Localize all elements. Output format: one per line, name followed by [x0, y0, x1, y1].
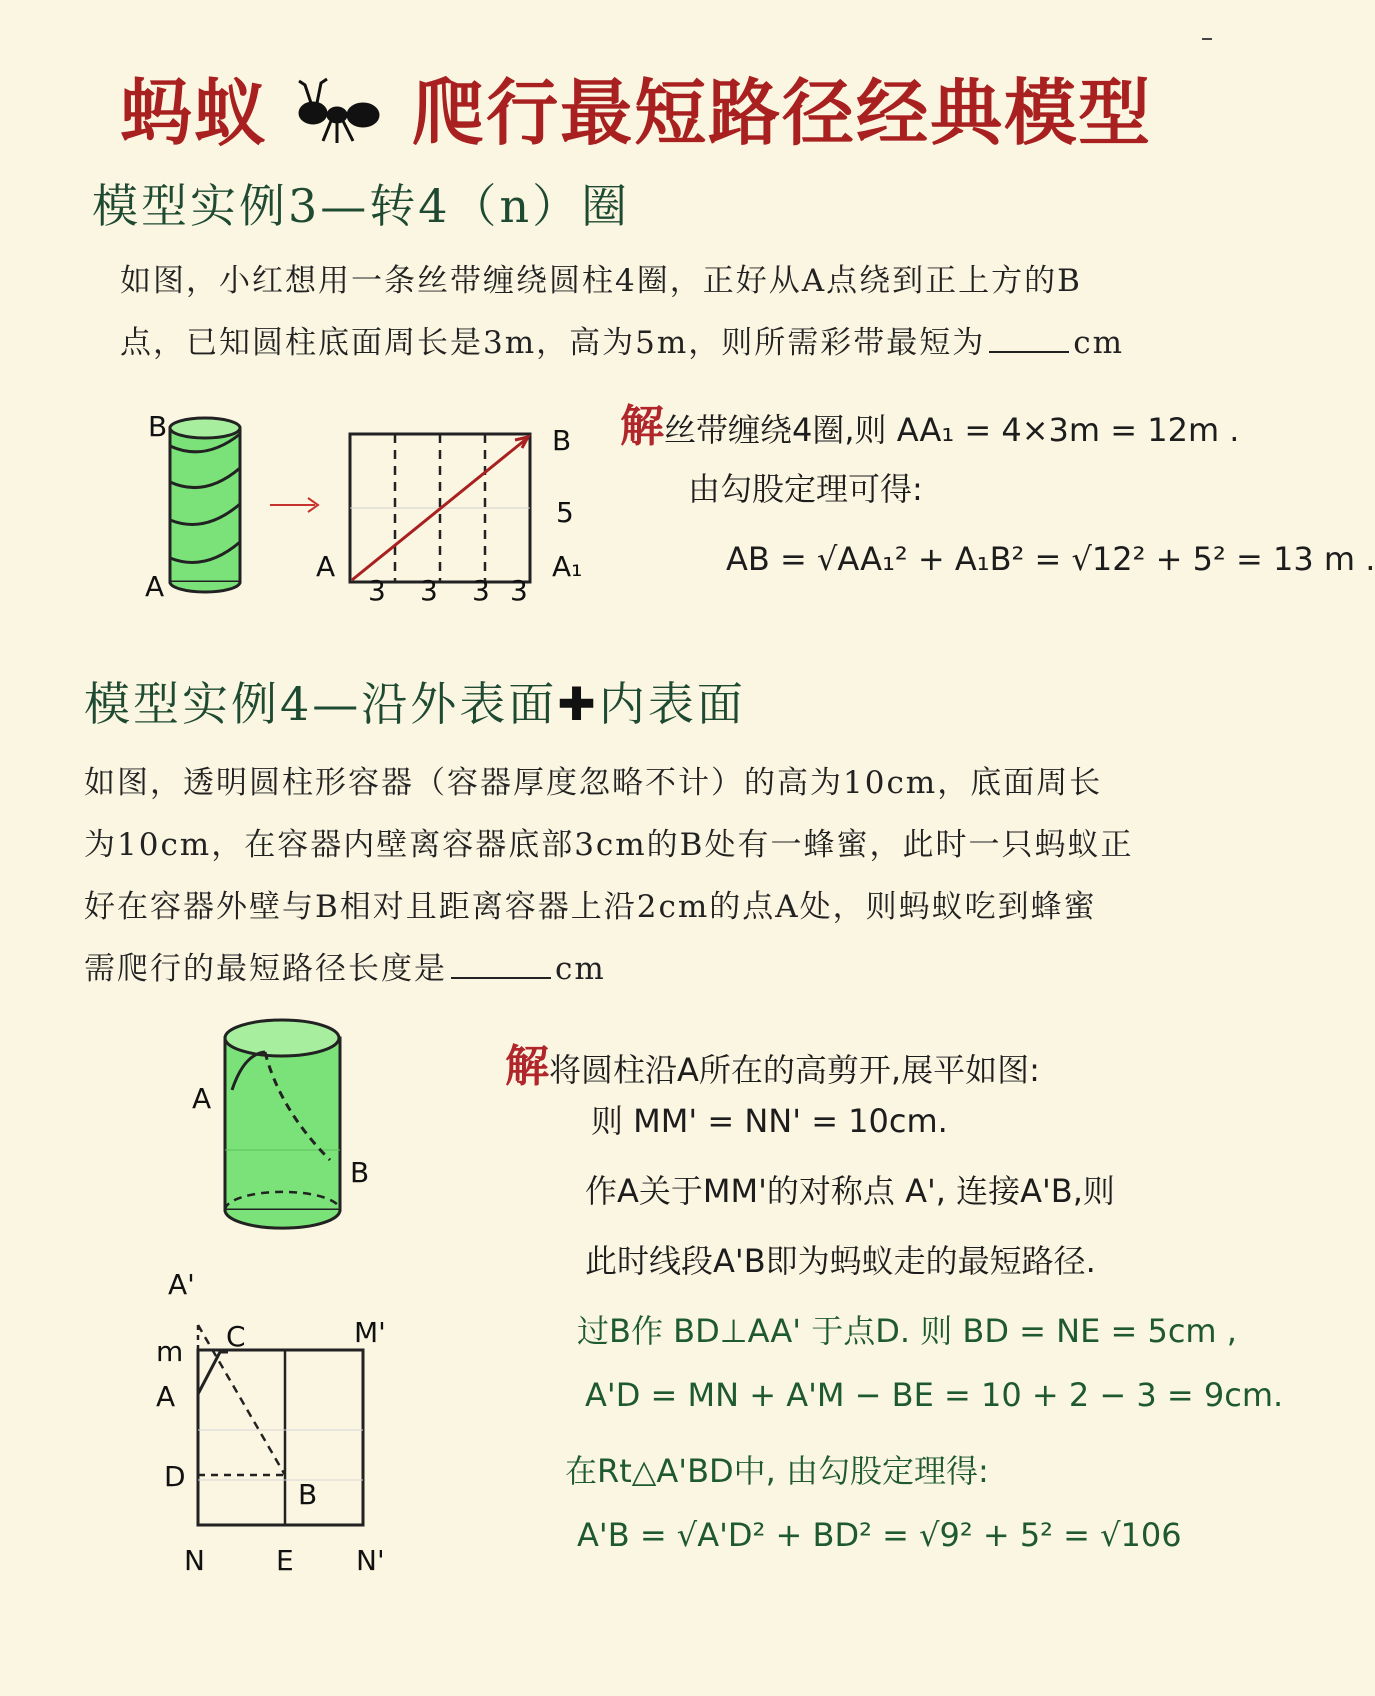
example4-solution-line2: 则 MM' = NN' = 10cm. — [591, 1102, 948, 1140]
example4-solution-line1 — [505, 1030, 1245, 1096]
example3-solution-line2: 由勾股定理可得: — [688, 470, 923, 508]
example3-solution-line1 — [620, 390, 1260, 454]
title-part-1: 蚂蚁 — [119, 71, 268, 155]
unfold-label-A-prime: A' — [168, 1268, 195, 1301]
example4-solution-line8: A'B = √A'D² + BD² = √9² + 5² = √106 — [577, 1516, 1182, 1554]
example4-heading-post: 内表面 — [598, 677, 746, 731]
plus-icon: ✚ — [557, 677, 599, 731]
example4-problem-line2: 为10cm，在容器内壁离容器底部3cm的B处有一蜂蜜，此时一只蚂蚁正 — [84, 827, 1134, 863]
arrow-right-icon — [270, 498, 318, 512]
rect3-tick-1: 3 — [368, 574, 386, 607]
unfold-label-C: C — [226, 1320, 246, 1353]
example4-problem-line3: 好在容器外壁与B相对且距离容器上沿2cm的点A处，则蚂蚁吃到蜂蜜 — [84, 889, 1097, 925]
example4-heading-pre: 模型实例4—沿外表面 — [84, 677, 558, 731]
unfold-label-M-prime: M' — [354, 1316, 386, 1349]
cyl3-label-B: B — [148, 410, 168, 443]
solution-jie-label-2: 解 — [505, 1041, 549, 1092]
example3-problem-line2 — [120, 312, 1220, 374]
unfold-label-D: D — [164, 1460, 186, 1493]
answer-blank-2 — [451, 947, 551, 979]
example4-solution-text1: 将圆柱沿A所在的高剪开,展平如图: — [549, 1051, 1040, 1089]
unfold-label-M: m — [156, 1335, 184, 1368]
unfold-label-E: E — [276, 1544, 294, 1577]
rect3-tick-4: 3 — [510, 574, 528, 607]
example4-solution-line3: 作A关于MM'的对称点 A', 连接A'B,则 — [585, 1172, 1115, 1210]
solution-jie-label: 解 — [620, 401, 664, 452]
title-part-2: 爬行最短路径经典模型 — [412, 71, 1153, 155]
example4-heading — [84, 668, 746, 734]
cyl3-label-A: A — [145, 570, 165, 603]
rect3-tick-2: 3 — [420, 574, 438, 607]
example4-solution — [505, 1030, 1284, 1554]
example4-problem-line4-pre: 需爬行的最短路径长度是 — [84, 951, 447, 987]
unfold-label-A: A — [156, 1380, 176, 1413]
example3-solution — [620, 390, 1375, 578]
example4-problem-line1: 如图，透明圆柱形容器（容器厚度忽略不计）的高为10cm，底面周长 — [84, 765, 1103, 801]
unrolled-rectangle-3 — [350, 434, 530, 582]
example3-solution-line3: AB = √AA₁² + A₁B² = √12² + 5² = 13 m . — [726, 540, 1375, 578]
example4-solution-line5: 过B作 BD⊥AA' 于点D. 则 BD = NE = 5cm , — [577, 1312, 1237, 1350]
example4-unfolded-figure — [180, 1260, 400, 1560]
example3-problem-line1: 如图，小红想用一条丝带缠绕圆柱4圈，正好从A点绕到正上方的B — [120, 263, 1082, 299]
unfold-label-N: N — [184, 1544, 205, 1577]
rect3-tick-3: 3 — [472, 574, 490, 607]
cyl4-label-A: A — [192, 1082, 212, 1115]
ant-icon — [295, 75, 385, 162]
rect3-label-B: B — [552, 424, 572, 457]
page-title — [0, 55, 1272, 162]
example3-problem-line2-pre: 点，已知圆柱底面周长是3m，高为5m，则所需彩带最短为 — [120, 325, 986, 361]
unfold-label-B: B — [298, 1478, 318, 1511]
cylinder-3 — [170, 418, 240, 592]
example3-problem-line2-unit: cm — [1073, 325, 1125, 361]
example4-solution-line4: 此时线段A'B即为蚂蚁走的最短路径. — [585, 1242, 1096, 1280]
example4-problem-line4 — [84, 938, 1244, 1000]
example3-heading: 模型实例3—转4（n）圈 — [92, 179, 631, 233]
example4-problem-line4-unit: cm — [555, 951, 606, 987]
example3-problem — [120, 250, 1220, 374]
unfold-label-N-prime: N' — [356, 1544, 385, 1577]
example4-cylinder-figure — [180, 1010, 400, 1250]
example4-problem — [84, 752, 1244, 1000]
rect3-label-A: A — [316, 550, 336, 583]
rect3-label-A1: A₁ — [552, 550, 583, 583]
corner-mark — [1202, 38, 1212, 40]
answer-blank — [989, 321, 1069, 353]
rect3-height-label: 5 — [556, 496, 574, 529]
example4-solution-line7: 在Rt△A'BD中, 由勾股定理得: — [565, 1452, 989, 1490]
cyl4-label-B: B — [350, 1156, 370, 1189]
example4-solution-line6: A'D = MN + A'M − BE = 10 + 2 − 3 = 9cm. — [585, 1376, 1284, 1414]
example3-solution-text1: 丝带缠绕4圈,则 AA₁ = 4×3m = 12m . — [664, 411, 1240, 449]
